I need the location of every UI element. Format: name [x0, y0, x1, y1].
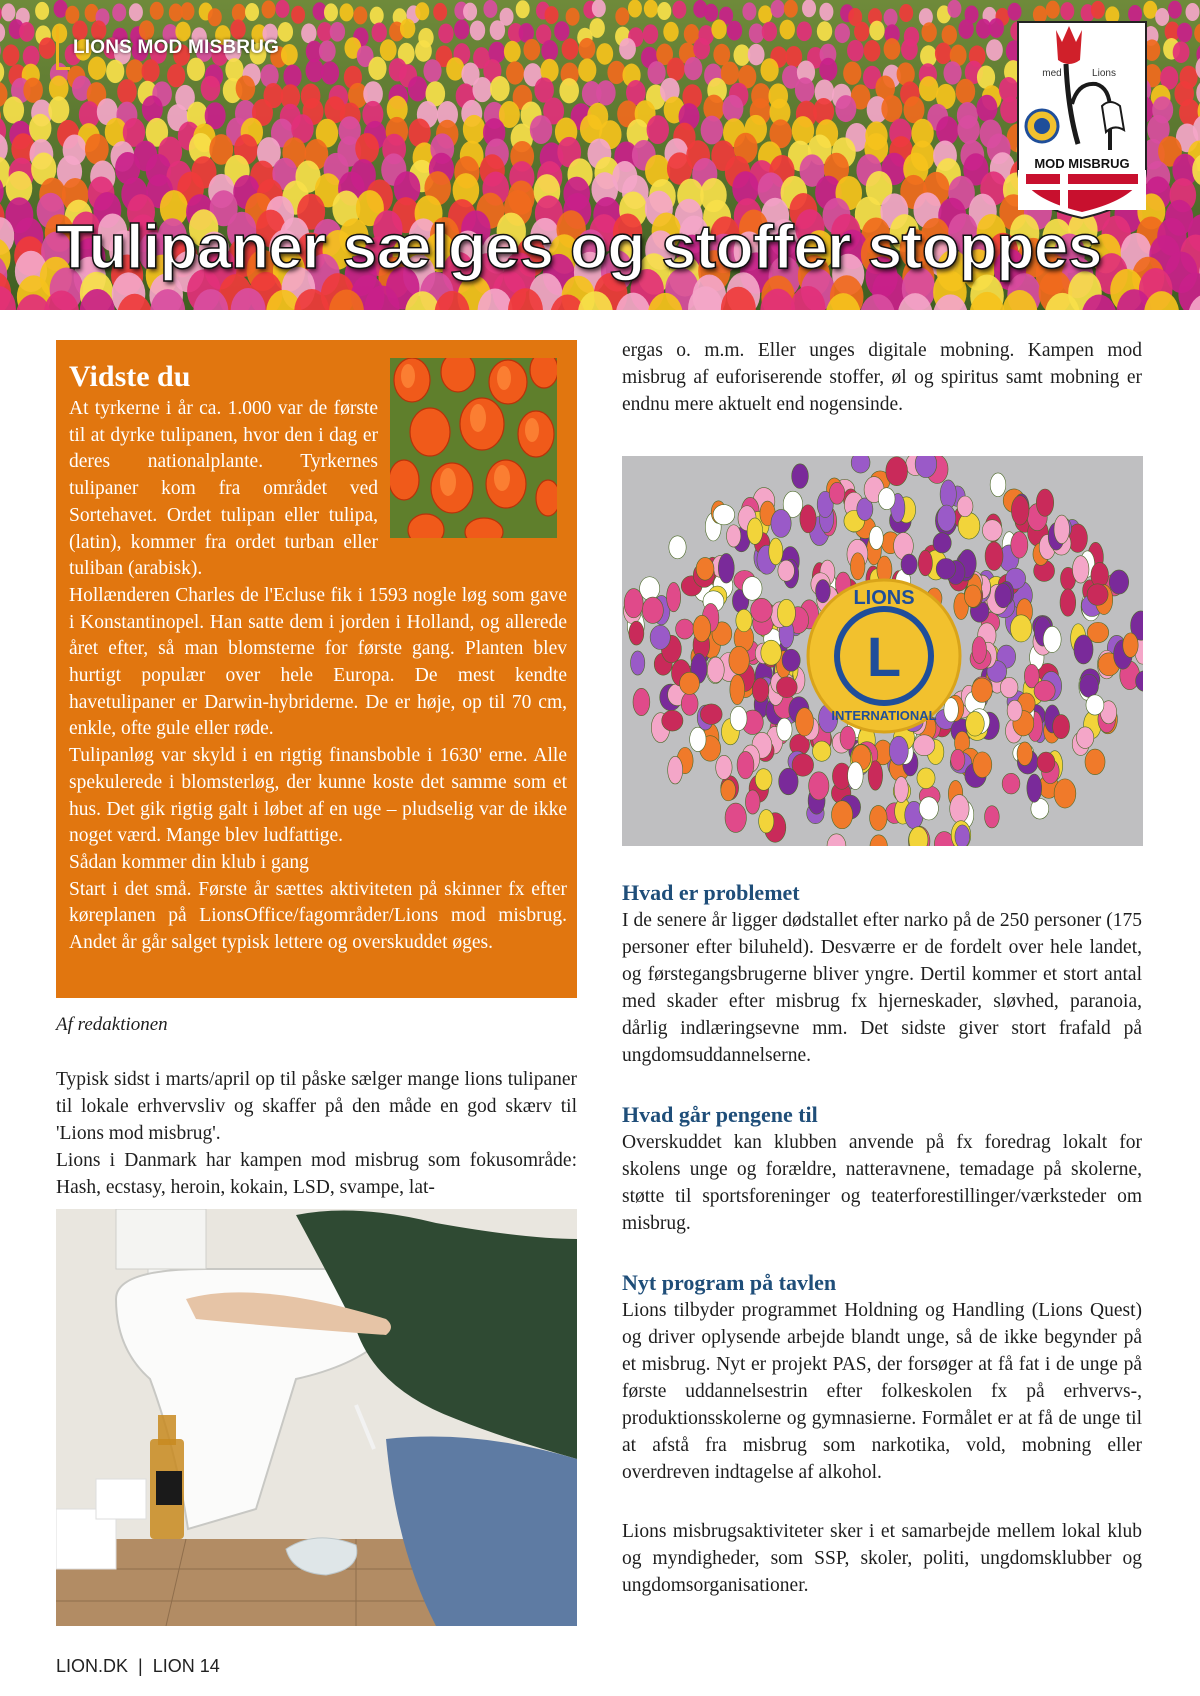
wreath-tulip — [776, 677, 797, 698]
tulip-blossom — [262, 0, 276, 18]
logo-text-med: med — [1042, 68, 1062, 79]
tulip-blossom — [693, 38, 710, 60]
wreath-tulip — [631, 651, 645, 675]
wreath-tulip — [737, 751, 754, 778]
wreath-tulip — [707, 657, 724, 683]
tulip-blossom — [1091, 1, 1105, 19]
misuse-photo — [56, 1209, 577, 1626]
wreath-tulip — [761, 640, 782, 665]
factbox-title: Vidste du — [69, 360, 191, 393]
wreath-tulip — [1085, 749, 1105, 775]
wreath-tulip — [957, 496, 973, 517]
tulip-blossom — [23, 78, 43, 103]
tulip-blossom — [762, 22, 777, 42]
tulip-blossom — [29, 114, 51, 143]
tulip-blossom — [117, 79, 137, 104]
tulip-blossom — [919, 76, 939, 101]
wreath-tulip — [650, 625, 670, 649]
tulip-blossom — [592, 0, 606, 17]
did-you-know-box — [56, 340, 577, 998]
tulip-blossom — [797, 21, 812, 41]
wreath-tulip — [850, 553, 864, 580]
tulip-blossom — [504, 41, 521, 63]
tulip-blossom — [446, 57, 464, 80]
tulip-blossom — [470, 21, 485, 41]
tulip-blossom — [943, 61, 961, 84]
tulip-blossom — [330, 22, 345, 42]
page-headline: Tulipaner sælges og stoffer stoppes — [56, 213, 1102, 282]
tulip-blossom — [899, 4, 913, 22]
wreath-tulip — [742, 577, 762, 601]
tulip-blossom — [433, 3, 447, 21]
wreath-tulip — [1034, 680, 1055, 701]
tulip-blossom — [368, 57, 386, 80]
tulip-blossom — [644, 0, 658, 18]
wreath-tulip — [870, 805, 887, 830]
tulip-blossom — [672, 1, 686, 19]
tulip-blossom — [245, 3, 259, 21]
tulip-blossom — [506, 61, 524, 84]
wreath-tulip — [681, 692, 698, 715]
tulip-blossom — [562, 38, 579, 60]
tulip-blossom — [1143, 1, 1157, 19]
logo-text-lions: Lions — [1092, 68, 1116, 79]
wreath-tulip — [813, 741, 831, 761]
wreath-tulip — [1087, 584, 1108, 606]
tulip-blossom — [306, 59, 324, 82]
wreath-tulip — [848, 762, 864, 790]
wreath-tulip — [716, 755, 732, 779]
factbox-paragraph: Start i det små. Første år sættes aktiviteten på skinner fx efter køreplanen på LionsOffice/fagområder/Lions mod misbrug. Andet år går salget typisk lettere og overskuddet øges. — [69, 878, 567, 954]
lions-mod-misbrug-logo — [1014, 20, 1150, 220]
wreath-tulip — [796, 708, 814, 736]
wreath-tulip — [676, 619, 694, 639]
tulip-blossom — [647, 61, 665, 84]
tulip-blossom — [780, 20, 795, 40]
tulip-blossom — [835, 95, 856, 122]
tulip-blossom — [864, 40, 881, 62]
section-text: Lions misbrugsaktiviteter sker i et samarbejde mellem lokal klub og myndigheder, som SSP, skoler, politi, ungdomsklubber og ungdomsorganisationer. — [622, 1521, 1142, 1596]
tulip-blossom — [516, 0, 530, 18]
section-text: Overskuddet kan klubben anvende på fx foredrag lokalt for skolens unge og forældre, natteravnene, temadage på skolerne, støtte til sportsforeninger og teaterforestillinger/værksteder om misbrug. — [622, 1132, 1142, 1234]
wreath-tulip — [1000, 677, 1018, 697]
tulip-blossom — [657, 2, 671, 20]
intro-paragraph-end: ergas o. m.m. Eller unges digitale mobning. Kampen mod misbrug af euforiserende stoffer, øl og spiritus samt mobning er endnu mere aktuelt end nogensinde. — [622, 340, 1142, 415]
tulip-blossom — [232, 4, 246, 22]
wreath-tulip — [777, 599, 795, 626]
tulip-blossom — [483, 0, 497, 18]
wreath-tulip — [736, 609, 752, 632]
wreath-tulip — [1036, 489, 1053, 516]
wreath-tulip — [1123, 633, 1138, 658]
intro-paragraph-continued: Lions i Danmark har kampen mod misbrug som fokusområde: Hash, ecstasy, heroin, kokain, LSD, svampe, lat- — [56, 1150, 577, 1198]
wreath-tulip — [693, 615, 711, 641]
tulip-blossom — [615, 7, 629, 25]
wreath-tulip — [973, 752, 992, 778]
hero-banner — [0, 0, 1200, 310]
wreath-tulip — [1054, 515, 1069, 544]
tulip-blossom — [454, 20, 469, 40]
wreath-tulip — [950, 795, 969, 824]
page-footer — [56, 1656, 220, 1677]
tulip-blossom — [884, 9, 898, 27]
tulip-blossom — [958, 19, 973, 39]
tulip-blossom — [758, 5, 772, 23]
wreath-tulip — [662, 710, 683, 731]
wreath-tulip — [894, 777, 908, 803]
tulip-blossom — [578, 58, 596, 81]
wreath-tulip — [771, 509, 791, 537]
wreath-tulip — [730, 675, 745, 705]
tulip-blossom — [957, 115, 979, 144]
wreath-tulip — [917, 768, 935, 789]
wreath-tulip — [1011, 532, 1028, 559]
tulip-blossom — [684, 57, 702, 80]
wreath-tulip — [769, 538, 783, 565]
emblem-bottom-text: INTERNATIONAL — [831, 708, 937, 723]
wreath-tulip — [985, 542, 1003, 571]
tulip-blossom — [854, 22, 869, 42]
tulip-blossom — [947, 0, 961, 18]
wreath-tulip — [886, 457, 908, 486]
footer-page-number: LION 14 — [152, 1656, 220, 1676]
tulip-blossom — [901, 39, 918, 61]
wreath-tulip — [777, 718, 792, 741]
tulip-blossom — [921, 22, 936, 42]
section-cooperation — [622, 1518, 1142, 1599]
tulip-blossom — [278, 22, 293, 42]
wreath-tulip — [1072, 556, 1088, 583]
tulip-blossom — [748, 44, 765, 66]
section-text: Lions tilbyder programmet Holdning og Handling (Lions Quest) og driver oplysende arbejde blandt unge, så de ikke begynder på et misbrug. Nyt er projekt PAS, der forsøger at få fat i de unge på første uddannelsestrin efter folkeskolen fx på erhvervs-, produktionsskolerne og gymnasierne. Formålet er at få de unge til at afstå fra misbrug som narkotika, vold, mobning eller overdreven indtagelse af alkohol. — [622, 1300, 1142, 1483]
section-program — [622, 1269, 1142, 1486]
wreath-tulip — [1086, 695, 1104, 715]
wreath-tulip — [851, 456, 870, 473]
tulip-blossom — [1008, 3, 1022, 21]
section-money — [622, 1101, 1142, 1237]
wreath-tulip — [919, 797, 938, 820]
tulip-blossom — [3, 97, 24, 124]
wreath-tulip — [832, 801, 853, 829]
right-column — [622, 337, 1142, 1599]
wreath-tulip — [778, 560, 795, 581]
tulip-blossom — [340, 3, 354, 21]
tulip-blossom — [881, 95, 902, 122]
wreath-tulip — [1037, 752, 1055, 773]
wreath-tulip — [901, 554, 917, 575]
wreath-tulip — [721, 780, 736, 801]
tulip-blossom — [541, 40, 558, 62]
tulip-blossom — [1060, 2, 1074, 20]
tulip-blossom — [742, 2, 756, 20]
wreath-tulip — [640, 577, 660, 600]
wreath-tulip — [668, 756, 683, 784]
byline: Af redaktionen — [56, 1014, 168, 1035]
wreath-tulip — [1043, 626, 1061, 652]
wreath-tulip — [713, 505, 735, 525]
wreath-tulip — [1007, 700, 1022, 721]
tulip-blossom — [667, 57, 685, 80]
wreath-tulip — [726, 525, 740, 547]
tulip-blossom — [771, 0, 785, 18]
wreath-tulip — [869, 526, 883, 549]
tulip-blossom — [976, 95, 997, 122]
wreath-tulip — [624, 589, 643, 618]
wreath-tulip — [792, 464, 809, 489]
tulip-blossom — [566, 8, 580, 26]
tulip-blossom — [802, 0, 816, 17]
wreath-tulip — [982, 520, 1002, 541]
wreath-tulip — [985, 806, 1000, 828]
tulip-blossom — [1177, 23, 1192, 43]
tulip-blossom — [835, 23, 850, 43]
wreath-tulip — [840, 726, 855, 750]
tulip-blossom — [438, 24, 453, 44]
tulip-blossom — [180, 2, 194, 20]
tulip-blossom — [819, 58, 837, 81]
wreath-tulip — [940, 480, 956, 509]
wreath-tulip — [937, 505, 955, 531]
tulip-blossom — [935, 43, 952, 65]
tulip-blossom — [415, 40, 432, 62]
tulip-blossom — [370, 7, 384, 25]
tulip-blossom — [48, 96, 69, 123]
tulip-blossom — [1173, 41, 1190, 63]
wreath-tulip — [669, 536, 686, 559]
tulip-blossom — [530, 115, 552, 144]
tulip-blossom — [784, 0, 798, 18]
wreath-tulip — [1080, 674, 1099, 697]
tulip-blossom — [112, 3, 126, 21]
wreath-tulip — [964, 585, 981, 607]
tulip-blossom — [942, 25, 957, 45]
tulip-blossom — [1, 3, 15, 21]
wreath-tulip — [690, 727, 706, 751]
tulip-blossom — [523, 39, 540, 61]
tulip-blossom — [701, 116, 723, 145]
tulip-blossom — [989, 18, 1004, 38]
tulip-blossom — [415, 2, 429, 20]
wreath-tulip — [878, 488, 895, 510]
tulip-blossom — [704, 4, 718, 22]
wreath-tulip — [1074, 635, 1093, 664]
section-problem — [622, 879, 1142, 1069]
tulip-blossom — [1168, 1, 1182, 19]
tulip-blossom — [423, 59, 441, 82]
tulip-blossom — [490, 20, 505, 40]
wreath-tulip — [829, 482, 844, 504]
tulip-blossom — [408, 76, 428, 101]
wreath-tulip — [966, 712, 985, 737]
tulip-blossom — [956, 79, 976, 104]
tulip-blossom — [472, 77, 492, 102]
wreath-tulip — [730, 706, 747, 730]
tulip-blossom — [589, 18, 604, 38]
footer-separator: | — [138, 1656, 143, 1676]
tulip-blossom — [129, 3, 143, 21]
wreath-tulip — [1076, 727, 1093, 749]
section-heading: Hvad er problemet — [622, 880, 800, 905]
factbox-paragraph: At tyrkerne i år ca. 1.000 var de første til at dyrke tulipanen, hvor den i dag er deres nationalplante. Tyrkernes tulipaner kom fra området ved Sortehavet. Ordet tulipan eller tulipa, (latin), kommer fra ordet turban eller tuliban (arabisk). — [69, 398, 378, 580]
tulip-blossom — [3, 44, 20, 66]
tulip-blossom — [208, 8, 222, 26]
intro-paragraph: Typisk sidst i marts/april op til påske sælger mange lions tulipaner til lokale erhvervsliv og skaffer på den måde en god skærv til 'Lions mod misbrug'. — [56, 1069, 577, 1144]
wreath-tulip — [951, 749, 965, 770]
tulip-blossom — [727, 21, 742, 41]
tulip-blossom — [400, 19, 415, 39]
section-text: I de senere år ligger dødstallet efter narko på de 250 personer (175 personer efter biluheld). Desværre er de fordelt over hele landet, og førstegangsbrugerne bliver yngre. Dertil kommer et stort antal med skader efter misbrug fx hjerneskader, sløvhed, paranoia, dårlig indlæringsevne mm. Det sidste giver stort frafald på ungdomsuddannelserne. — [622, 910, 1142, 1066]
tulip-blossom — [663, 22, 678, 42]
tulip-blossom — [1155, 8, 1169, 26]
emblem-top-text: LIONS — [853, 587, 915, 609]
wreath-tulip — [642, 597, 663, 623]
wreath-tulip — [1054, 779, 1076, 808]
wreath-tulip — [1017, 742, 1032, 766]
tulip-blossom — [281, 44, 298, 66]
wreath-tulip — [752, 678, 769, 702]
tulip-blossom — [986, 39, 1003, 61]
wreath-tulip — [745, 790, 760, 814]
wreath-tulip — [696, 557, 714, 580]
wreath-tulip — [990, 473, 1006, 497]
wreath-tulip — [918, 550, 932, 576]
tulip-blossom — [321, 61, 339, 84]
wreath-tulip — [913, 735, 934, 756]
wreath-tulip — [1010, 615, 1031, 642]
wreath-tulip — [1002, 773, 1020, 794]
wreath-tulip — [1027, 774, 1042, 802]
tulip-blossom — [1186, 3, 1200, 21]
wreath-tulip — [667, 582, 681, 611]
wreath-tulip — [700, 704, 722, 724]
section-label: LIONS MOD MISBRUG — [56, 26, 279, 70]
tulip-blossom — [490, 76, 510, 101]
tulip-blossom — [1046, 1, 1060, 19]
wreath-tulip — [755, 769, 772, 791]
tulip-blossom — [843, 61, 861, 84]
tulip-blossom — [372, 23, 387, 43]
wreath-tulip — [751, 598, 773, 622]
tulip-blossom — [65, 6, 79, 24]
tulip-blossom — [324, 3, 338, 21]
wreath-tulip — [725, 803, 746, 832]
tulip-blossom — [353, 6, 367, 24]
wreath-tulip — [1060, 589, 1076, 616]
lions-tulip-wreath-photo — [622, 456, 1143, 846]
tulip-blossom — [463, 3, 477, 21]
tulip-blossom — [283, 65, 301, 88]
tulip-blossom — [761, 58, 779, 81]
factbox-subheading: Sådan kommer din klub i gang — [69, 851, 309, 873]
tulip-blossom — [35, 2, 49, 20]
tulip-blossom — [711, 19, 726, 39]
tulip-blossom — [647, 115, 669, 144]
tulip-blossom — [319, 40, 336, 62]
tulip-blossom — [150, 2, 164, 20]
tulip-blossom — [643, 24, 658, 44]
wreath-tulip — [889, 736, 908, 765]
tulip-blossom — [869, 21, 884, 41]
wreath-tulip — [729, 646, 749, 674]
wreath-tulip — [936, 558, 955, 579]
wreath-tulip — [972, 636, 986, 663]
tulip-blossom — [276, 0, 290, 18]
section-heading: Nyt program på tavlen — [622, 1270, 837, 1295]
orange-tulips-photo — [390, 358, 557, 538]
tulip-blossom — [847, 40, 864, 62]
wreath-tulip — [995, 583, 1011, 608]
wreath-tulip — [1011, 496, 1029, 525]
wreath-tulip — [1109, 570, 1128, 594]
wreath-tulip — [1053, 715, 1070, 739]
tulip-blossom — [463, 115, 485, 144]
wreath-tulip — [958, 513, 980, 540]
footer-site: LION.DK — [56, 1656, 129, 1676]
tulip-blossom — [355, 133, 379, 164]
tulip-blossom — [628, 0, 642, 18]
tulip-blossom — [380, 39, 397, 61]
tulip-blossom — [19, 22, 34, 42]
wreath-tulip — [718, 553, 734, 583]
tulip-blossom — [39, 37, 56, 59]
wreath-tulip — [747, 518, 763, 545]
tulip-blossom — [596, 43, 613, 65]
tulip-blossom — [201, 76, 221, 101]
tulip-blossom — [722, 95, 743, 122]
tulip-blossom — [884, 38, 901, 60]
wreath-tulip — [633, 688, 650, 715]
emblem-letter: L — [866, 625, 902, 688]
wreath-tulip — [779, 768, 798, 795]
wreath-tulip — [933, 533, 951, 553]
tulip-blossom — [579, 38, 596, 60]
tulip-blossom — [301, 23, 316, 43]
wreath-tulip — [816, 580, 831, 603]
tulip-blossom — [795, 77, 815, 102]
tulip-blossom — [817, 21, 832, 41]
tulip-blossom — [619, 38, 636, 60]
tulip-blossom — [554, 21, 569, 41]
article-intro — [56, 1066, 577, 1201]
factbox-paragraph: Hollænderen Charles de l'Ecluse fik i 1593 nogle løg som gave i Konstantinopel. Han satte dem i jorden i Holland, og allerede året efter, så man blomsterne for første gang. Planten blev hurtigt populær over hele Europa. De mest kendte havetulipaner er Darwin-hybriderne. De er høje, op til 70 cm, enkle, ofte gule eller røde. — [69, 584, 567, 740]
tulip-blossom — [819, 3, 833, 21]
logo-banner-text: MOD MISBRUG — [1034, 156, 1130, 171]
section-heading: Hvad går pengene til — [622, 1102, 818, 1127]
tulip-blossom — [236, 76, 256, 101]
tulip-blossom — [559, 78, 579, 103]
wreath-tulip — [680, 672, 700, 694]
wreath-tulip — [800, 505, 816, 533]
factbox-paragraph: Tulipanløg var skyld i en rigtig finansboble i 1630' erne. Alle spekulerede i blomsterløg, der kunne koste det samme som et hus. Det gik rigtig galt i løbet af en uge – pludselig var de ikke noget værd. Mange blev ludfattige. — [69, 745, 567, 847]
wreath-tulip — [782, 649, 800, 671]
tulip-blossom — [85, 134, 109, 165]
wreath-tulip — [955, 825, 970, 846]
wreath-tulip — [972, 678, 993, 702]
left-column — [56, 340, 577, 1626]
tulip-blossom — [291, 6, 305, 24]
wreath-tulip — [759, 810, 774, 833]
wreath-tulip — [629, 621, 644, 645]
wreath-tulip — [809, 772, 829, 800]
tulip-blossom — [545, 6, 559, 24]
tulip-blossom — [596, 80, 616, 105]
